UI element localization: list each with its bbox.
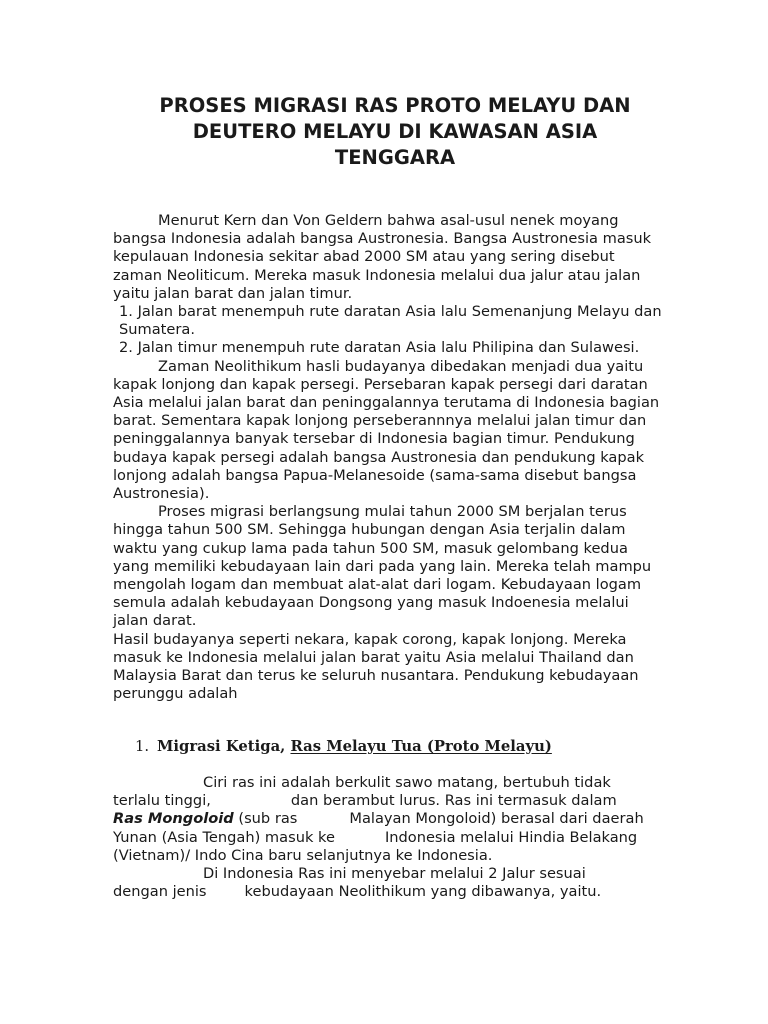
emphasis-ras-mongoloid: Ras Mongoloid: [113, 810, 234, 828]
text-run: Yunan (Asia Tengah) masuk ke: [113, 828, 335, 846]
section-label: Migrasi Ketiga,: [157, 738, 291, 755]
paragraph-neolithic: Zaman Neolithikum hasli budayanya dibedakan menjadi dua yaitu kapak lonjong dan kapak persegi. Persebaran kapak persegi dari daratan Asia melalui jalan barat dan peninggalannya terutama di Indonesia bagian barat. Sementara kapak lonjong perseberannnya melalui jalan timur dan peninggalannya banyak tersebar di Indonesia bagian timur. Pendukung budaya kapak persegi adalah bangsa Austronesia dan pendukung kapak lonjong adalah bangsa Papua-Melanesoide (sama-sama disebut bangsa Austronesia).: [113, 357, 660, 503]
text-run: dan berambut lurus. Ras ini termasuk dalam: [290, 792, 617, 810]
section-heading: [135, 738, 675, 755]
title-line-1: PROSES MIGRASI RAS PROTO MELAYU DAN: [159, 94, 631, 117]
text-run: dengan jenis: [113, 883, 207, 901]
paragraph-migration: Proses migrasi berlangsung mulai tahun 2000 SM berjalan terus hingga tahun 500 SM. Sehingga hubungan dengan Asia terjalin dalam waktu yang cukup lama pada tahun 500 SM, masuk gelombang kedua yang memiliki kebudayaan lain dari pada yang lain. Mereka telah mampu mengolah logam dan membuat alat-alat dari logam. Kebudayaan logam semula adalah kebudayaan Dongsong yang masuk Indoenesia melalui jalan darat.: [113, 503, 652, 630]
text-run: Malayan Mongoloid) berasal dari daerah: [349, 810, 644, 828]
title-line-2: DEUTERO MELAYU DI KAWASAN ASIA: [192, 120, 598, 143]
document-body: [113, 212, 668, 703]
section-body: [113, 774, 673, 901]
text-run: (Vietnam)/ Indo Cina baru selanjutnya ke Indonesia.: [113, 846, 493, 864]
paragraph-culture: Hasil budayanya seperti nekara, kapak corong, kapak lonjong. Mereka masuk ke Indonesia melalui jalan barat yaitu Asia melalui Thailand dan Malaysia Barat dan terus ke seluruh nusantara. Pendukung kebudayaan perunggu adalah: [113, 630, 639, 703]
text-run: (sub ras: [233, 810, 298, 828]
text-run: Indonesia melalui Hindia Belakang: [384, 828, 638, 846]
section-underlined-title: Ras Melayu Tua (Proto Melayu): [290, 738, 552, 755]
section-paragraph-1: [113, 774, 673, 865]
text-run: kebudayaan Neolithikum yang dibawanya, yaitu.: [244, 883, 602, 901]
document-title: [130, 93, 660, 171]
section-number: 1.: [135, 738, 150, 755]
list-item-west-route: 1. Jalan barat menempuh rute daratan Asia lalu Semenanjung Melayu dan Sumatera.: [119, 303, 662, 339]
title-line-3: TENGGARA: [334, 146, 456, 169]
list-item-east-route: 2. Jalan timur menempuh rute daratan Asia lalu Philipina dan Sulawesi.: [119, 339, 640, 357]
text-run: terlalu tinggi,: [113, 792, 211, 810]
paragraph-intro: Menurut Kern dan Von Geldern bahwa asal-usul nenek moyang bangsa Indonesia adalah bangsa Austronesia. Bangsa Austronesia masuk kepulauan Indonesia sekitar abad 2000 SM atau yang sering disebut zaman Neoliticum. Mereka masuk Indonesia melalui dua jalur atau jalan yaitu jalan barat dan jalan timur.: [113, 212, 652, 302]
section-paragraph-2: [113, 865, 673, 901]
text-run: Ciri ras ini adalah berkulit sawo matang, bertubuh tidak: [203, 774, 611, 791]
text-run: Di Indonesia Ras ini menyebar melalui 2 Jalur sesuai: [203, 865, 586, 883]
